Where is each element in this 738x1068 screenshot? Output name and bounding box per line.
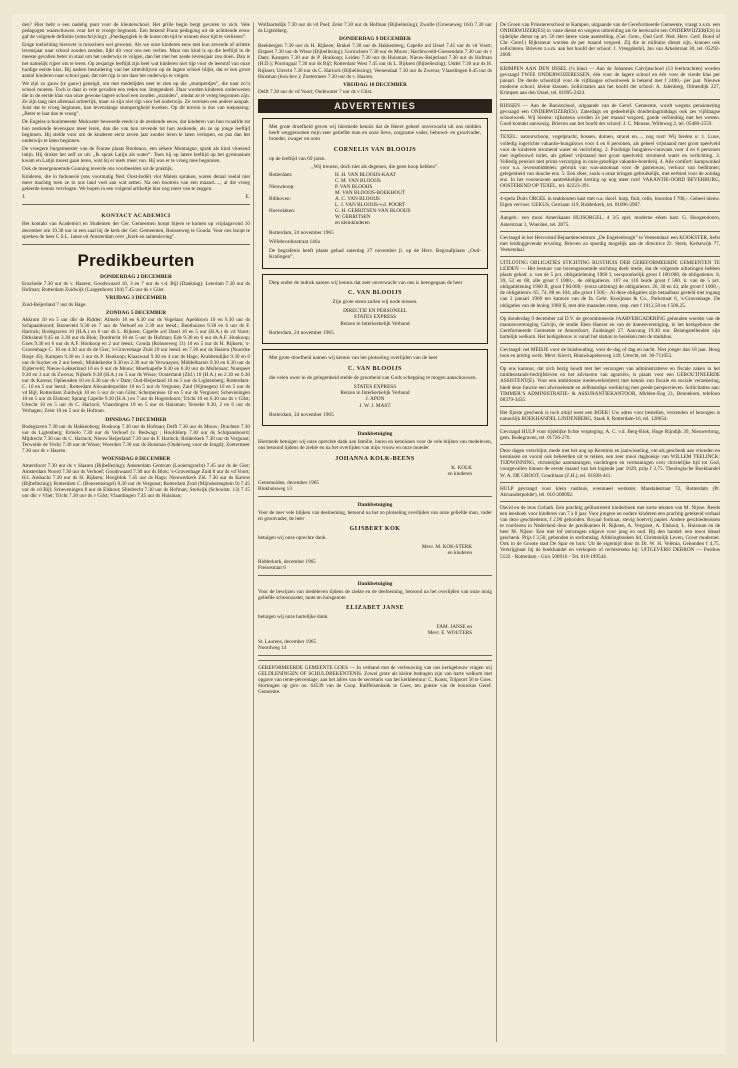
thanks-title: Dankbetuiging xyxy=(357,431,393,438)
family-place: Bilthoven: xyxy=(269,196,291,203)
family-place: Hoevelaken: xyxy=(269,208,296,215)
thanks-title: Dankbetuiging xyxy=(357,501,393,508)
classified-ad: KRIMPEN AAN DEN IJSSEL (¼ klas) — Aan de Johannes Calvijnschool (13 leerkrachten) worden gevraagd TWEE ONDERWIJZERESSEN, één voor de lagere school en één voor de vierde klas per januari. De derde schooltijd voor de vijfdaagse schoolweek is bekend met f 2400,- per jaar. Nieuwe moderne school, kleine klassen. Sollicitaties aan het hoofd der school: A. Jalenberg, Olmendijk 227, Krimpen aan den IJssel, tel. 01895-2424. xyxy=(500,65,720,96)
thanks-text: Voor de zeer vele blijken van deelneming, betoond na het zo plotseling overlijden van onze geliefde man, vader en grootvader, de heer xyxy=(258,509,492,522)
thanks-name: ELIZABET JANSE xyxy=(345,605,405,612)
signature-left: J. xyxy=(22,194,26,201)
column-rule xyxy=(253,22,254,1042)
article-paragraph: Ook de meergenoemde Gunning leverde ons voorbeelden uit de praktijk. xyxy=(22,166,174,173)
sermon-day-heading: DINSDAG 7 DECEMBER xyxy=(105,416,167,423)
divider xyxy=(258,655,492,656)
article-paragraph: De vroegere burgemeester van de Franse plaats Bordeaux, een zekere Montaigne, sprak als kind vloeiend latijn. Hij drukte het zelf zo uit: „Ik sprak Latijn als water”. Toen hij op latere leeftijd op het gymnasium kwam en Latijn moest gaan leren, wist hij er niets meer van. Hij was er te vroeg mee begonnen. xyxy=(22,145,250,164)
classified-ad: Op ons kantoor, dat zich bezig houdt met het verzorgen van administratieve en fiscale zaken in het middenstands-bedrijfsleven en het adviseren van agrariërs, is plaats voor een GEROUTINEERDE ASSISTENT(E). Voor een ambitieuze medewerker(ster) met kennis van fiscale en sociale verzekering, biedt deze functie een afwisselende en zelfstandige werkkring met goede perspectieven. Sollicitaties aan: TIMMER’S ADMINISTRATIE- & ASSURANTIEKANTOOR, Midden-Eng 21, Bennekom, telefoon 08379-3435. xyxy=(500,366,720,403)
sermon-day-heading: WOENSDAG 8 DECEMBER xyxy=(101,455,171,462)
divider xyxy=(500,130,720,131)
thanks-signer: Mevr. M. KOK-STERK en kinderen xyxy=(421,544,472,557)
goes-notice: GEREFORMEERDE GEMEENTE GOES — In verband met de verbouwing van ons kerkgebouw vragen wij GELDLENINGEN OF SCHULDBEKENTENIS. Zowel grote als kleine bedragen zijn van harte welkom met opgave van rente-percentage, aan het adres van de secretaris van het kerkbestuur: C. Kunst, Tolpoort 56 te Goes. Stortingen op giro no. 64539 van de Coop. Raiffeisenbank te Goes, ten gunste van de bouwkas Geref. Gemeente. xyxy=(258,664,492,696)
divider xyxy=(500,406,720,407)
divider xyxy=(500,343,720,344)
sermon-day-heading: DONDERDAG 2 DECEMBER xyxy=(100,273,172,280)
column-rule xyxy=(496,22,497,1042)
article-paragraph: De Engelse schoolmeester Mulcaster beweerde reeds in de zestiende eeuw, dat kinderen van hun twaalfde tot hun zestiende levensjaar meer leren, dan die van hun zevende tot hun zestiende, als ze op jonge leeftijd beginnen. Hij stelde voor om de kinderen eerst zeven jaar zonder leren te laten verlopen, en pas dan het onderwijs te laten beginnen. xyxy=(22,119,250,144)
classified-ad: Gevraagd HULP voor tijdelijke lichte verpleging. A. C. v.d. Berg-Blok, Hoge Rijndijk 39, Nieuwerbrug, gem. Bodegraven, tel. 01726-276. xyxy=(500,428,720,442)
thanks-place: St. Laurens, december 1965 Noordweg 14 xyxy=(258,638,317,651)
family-place: Rotterdam: xyxy=(269,172,293,179)
classified-ad: Aangeb.: een mooi Amerikaans HUISORGEL, 4 3/5 spel, moderne eiken kast. G. Hoogendoorn, Asterstraat 1, Woerden, tel. 2875. xyxy=(500,215,720,228)
classified-ad: David en de reus Goliath. Een prachtig geïllustreerd kinderboek met korte teksten van M. Nijsse. Reeds een leesboek voor kinderen van 7 à 8 jaar. Voor jongere en oudere kinderen een prachtig getekend verhaal van deze geschiedenis, f 2,90 gebonden. Royaal formaat, stevig boetvrij papier. Andere geschiedenissen te voorlezen in Nederland door de predikanten H. Rijksen, A. Vergunst, A. Elshout, L. Huisman en de heer M. Nijsse. Een met lof ontvangen uitgave voor jong en oud. Bij den handel: een mooi ideaal geschenk. Prijs f 3,50, gebonden in stofomslag. Afdelingboeken lid, Christenlijk Leven, Groot moderner. Ook in de Groote stad De Spar en huis: Uit de eigentijd door ds Dr. W. H. Velema, Gebonden f 4,75. Verkrijgbaar bij de boekhandel en verkopers of rechtstreeks bij: UITGEVERIJ DEBRON — Postbus 5122 - Rotterdam - Giro 506916 - Tel. 010-199544. xyxy=(500,504,720,560)
divider xyxy=(258,575,492,576)
divider xyxy=(258,496,492,497)
obituary-date: Rotterdam, 24 november 1965 xyxy=(269,330,334,336)
deceased-name: CORNELIS VAN BLOOIJS xyxy=(333,146,417,153)
divider xyxy=(500,425,720,426)
classified-ad: RIJSSEN — Aan de Banisschool, uitgaande van de Geref. Gemeente, wordt wegens pensionering gevraagd een ONDERWIJZER(ES). Zaterdags en gedeeltelijk donderdagmiddags ook zes vijfdaagse schoolweek. Wij bieden: rijkssteun worden 2x per maand vergoed, goede verbinding met het westen. Goed kontakt aanwezig. Brieven aan het hoofd der school: J. C. Meusse, Willeweg 2, tel. 05480-2559. xyxy=(500,103,720,128)
divider xyxy=(500,99,720,100)
deceased-name: C. VAN BLOOIJS xyxy=(348,365,402,372)
column-left xyxy=(22,22,250,502)
thanks-place: Genemuiden, december 1965 Blokhuisweg 13 xyxy=(258,479,319,492)
divider xyxy=(500,192,720,193)
thanks-signer: K. KOLK en kinderen xyxy=(447,464,472,477)
family-place: Nieuwkoop: xyxy=(269,184,295,191)
sermon-schedule xyxy=(22,274,250,500)
obituary-intro: Diep onder de indruk namen wij kennis dat zeer onverwacht van ons is heengegaan de heer xyxy=(269,279,463,286)
contact-text: Het kontakt van Academici en Studenten der Ger. Gemeenten hoopt bijeen te komen op vrijdagavond 10 december om 19.30 uur in een zaal bij de kerk der Ger. Gemeenten, Ronsseweg te Gouda. Voor ons hoopt te spreken de heer C.S.L. Janse uit Amsterdam over „Kerk en samenleving”. xyxy=(22,221,250,240)
deceased-name: C. VAN BLOOIJS xyxy=(348,289,402,296)
thanks-notice xyxy=(258,502,492,571)
classified-ad: Gevraagd: net MEISJE voor de huishouding, voor de dag of dag en nacht. Niet jonger dan 18 jaar. Hoog loon en prettig werk. Mevr. Kievit, Blauwkapelseweg 149, Utrecht, tel. 30-711053. xyxy=(500,347,720,360)
sermon-day-text: Enschede 7.30 uur ds v. Haaren; Goudswaard 10, 3 en 7 uur ds v.d. Bijl (Dankdag); Leerdam 7.30 uur ds Hofman; Rotterdam Zuidwijk (Langenhorst 104) 7.45 uur ds v Gilst. xyxy=(22,280,250,293)
column-right xyxy=(500,22,720,560)
newspaper-page xyxy=(12,14,726,1054)
classified-ad: UITLOTING OBLIGATIES STICHTING RUSTHUIS DER GEREFORMEERDE GEMEENTEN TE LEIDEN — Het bestuur van bovengenoemde stichting deelt mede, dat de volgende uitlotingen hebben plaats gehad: a. van de 5 pct. obligatielening 1960 I, oorspronkelijk groot f 100.000, de obligatienrs. 8, 39, 53 en 68, alle groot f 1000,-, de obligatienrs. 107 en 116 beide groot f 500. b. van de 5 pct. obligatielening 1960 II, groot f 80.000,- (extra uitloting) de obligatienrs. 26, 30 en 43, alle groot f 1000,-, de obligatienrs. 65, 74, 88 en 104, alle groot f 500,-. Al deze obligaties zijn betaalbaar gesteld met ingang van 2 januari 1966 ten kantore van de fa. Gebr. Kooijman & Co., Parkstraat 6, 's-Gravenhage. De obligaties van de lening 1960 II, met drie maanden rente, resp. met f 1012,50 en f 506,25. xyxy=(500,259,720,309)
obituary-quote: „Wij treuren, doch niet als degenen, die geen hoop hebben”. xyxy=(311,164,439,171)
thanks-place: Ridderkerk, december 1965 Freisestraat 6 xyxy=(258,559,316,572)
divider xyxy=(22,204,250,205)
column-middle xyxy=(258,22,492,697)
thanks-extra: betuigen wij onze hartelijke dank. xyxy=(258,614,329,621)
divider xyxy=(500,362,720,363)
thanks-name: JOHANNA KOLK-BEENS xyxy=(335,455,415,462)
thanks-text: Hiermede betuigen wij onze oprechte dank aan familie, buren en kennissen voor de vele blijken van medeleven, ons betoond tijdens de ziekte en na het overlijden van mijn vrouw en onze moeder xyxy=(258,439,492,452)
sermon-continuation: Wolfaartsdijk 7.30 uur ds vd Poel; Zeist 7.30 uur ds Hofman (Bijbellezing); Zwolle (Groeneweg 164) 7.30 uur ds Ligtenberg. xyxy=(258,22,492,35)
sermon-day-text: Beekbergen 7.30 uur ds H. Rijksen; Brakel 7.30 uur ds Hakkenberg; Capelle a/d IJssel 7.45 uur ds vd Voort; Elspeet 7.30 uur ds Wisse (Bijbellezing); Gorinchem 7.30 uur ds Mouw; Hardinxveld-Giessendam 7.30 uur ds v Dam; Kampen 7.30 uur ds P. Honkoop; Leiden 7.30 uur ds Huisman; Nieuw-Beijerland 7.30 uur ds Hofman (H.D.); Poortugaal 7.30 uur ds Bijl; Rotterdam West 7.45 uur ds L. Rijksen (Bijbellezing); Uddel 7.30 uur ds H. Rijksen; Utrecht 7.30 uur ds C. Harinck (Bijbellezing); Veenendaal 7.30 uur ds Zwerus; Vlaardingen 8.45 uur ds Huisman (huw.bev.); Zoetermeer 7.30 uur ds v. Haaren. xyxy=(258,43,492,80)
divider xyxy=(258,660,492,661)
family-names: H. H. VAN BLOOIJS-KAAT C. M. VAN BLOOIJS xyxy=(335,172,396,185)
divider xyxy=(500,211,720,212)
thanks-notice xyxy=(258,431,492,491)
divider xyxy=(500,501,720,502)
sermon-day-text: Bodegraven 7.30 uur ds Hakkenberg; Boskoop 7.30 uur ds Hofman; Delft 7.30 uur ds Mouw; Drachten 7.30 uur ds Ligtenberg; Ermelo 7.30 uur ds Verhoef (v. Bedwag) ; Hoofddorp 7.30 uur ds Schipaanboord; Mijdrecht 7.30 uur ds C. Harinck; Nieuw Beijerland 7.30 uur ds F. Harinck; Ridderkerk 7.30 uur ds Vergunst; Terwolde de Vecht 7.30 uur ds Wisse; Woerden 7.30 uur ds Huisman (Onderweg voor de Jeugd); Zoetermeer 7.30 uur ds v Haaren. xyxy=(22,423,250,454)
classified-ad: De Groen van Prinstererschool te Kampen, uitgaande van de Gereformeerde Gemeente, vraagt z.s.m. een ONDERWIJZER(ES) in vaste dienst en wegens uitbreiding als 6e leerkracht een ONDERWIJZER(ES) in tijdelijke dienst op art. 56 met latere vaste aanstelling. (Ger. Gem., Oud Gerf. Ned. Herv. Gerf. Bond of Chr. Geref.) Rijkssteun worden de per maand vergoed. Zij die in militaire dienst zijn, kunnen ook solliciteren. Brieven z.s.m. aan het hoofd der school: J. Vreugdenhil, Jan van Arkelstraat 30, tel. 05292-2609. xyxy=(500,22,720,59)
sermon-day-text: Delft 7.30 uur ds vd Voort; Oudewater 7 uur ds v Gilst. xyxy=(258,88,373,95)
article-paragraph: We zijn zo gauw (te gauw) geneigd, om met medelijden neer te zien op die „stumperdjes”, die naar zo’n school moeten. Toch is daar in vele gevallen een reden toe. Integendeel. Daar worden kinderen onderwezen die in de eerste klas van onze gewone lagere school een zouden „stranden”, omdat ze te vroeg begonnen zijn. Ze zijn lang niet allemaal achterlijk, maar ze zijn niet rijp voor het onderwijs. Ze vereisen een andere aanpak. Juist dat te vroeg beginnen, kan levenslange stumperigheid kweken. Op dit terrein is dus van toepassing: „Beter te laat dan te vroeg”. xyxy=(22,80,250,118)
obituary-box-3 xyxy=(262,349,488,426)
article-body xyxy=(22,22,250,192)
obituary-address: Willebrordusstraat 146a xyxy=(269,238,320,245)
obituary-line: Zijn grote steun zullen wij node missen. xyxy=(332,298,418,305)
thanks-signer: FAM. JANSE en Mevr. E. WOUTERS xyxy=(427,623,472,636)
obituary-box-2 xyxy=(262,274,488,345)
thanks-name: GIJSBERT KOK xyxy=(349,525,401,532)
article-signature xyxy=(22,194,250,200)
signature-right: E. xyxy=(245,194,250,201)
divider xyxy=(500,312,720,313)
family-list xyxy=(269,172,481,226)
article-paragraph: Enige toelichting hierover is misschien wel gewenst. Als we onze kinderen eens met hun zevende of achtste levensjaar naar school zouden zenden, lijkt dit voor ons een verlies. Maar ons kind is op die leeftijd in de meeste gevallen beter in staat om het onderwijs te volgen, dan het met het zesde levensjaar zou doen. Dan is het namelijk rijper om te leren. Op zesjarige leeftijd zijn heel wat kinderen niet rijp voor de leerstof van onze huidige eerste klas. Bij nadere bestudering van het zittenblijven op de lagere school blijkt, dat er een groot aantal kinderen naar school gaat, dat niet rijp is om daar het onderwijs te volgen. xyxy=(22,42,250,79)
obituary-signers: DIRECTIE EN PERSONEEL STATES EXPRESS Reizen in Interkerkelijk Verband xyxy=(340,308,410,327)
family-names: A. C. VAN BLOOIJS L. J. VAN BLOOIJS-v.d. POORT xyxy=(335,196,406,209)
thanks-notices xyxy=(258,431,492,655)
obituary-age: op de leeftijd van 69 jaren. xyxy=(269,155,326,162)
obituary-intro: Met grote droefheid namen wij kennis van het plotseling overlijden van de heer xyxy=(269,355,438,362)
divider xyxy=(500,62,720,63)
contact-title: KONTACT ACADEMICI xyxy=(101,213,171,220)
sermon-day-heading: VRIJDAG 3 DECEMBER xyxy=(105,294,167,301)
sermon-day-text: Akkrum 10 en 5 uur dhr de Ridder; Almelo 10 en 6.30 uur ds Vogelaar; Apeldoorn 10 en 6.30 uur ds Schipaanboord; Barneveld 9.30 en 7 uur de Verhoef en 2.30 uur leesd.; Benthuizen 9.30 en 6 uur ds F. Harinck; Bodegraven 10 (H.A.) en 6 uur ds L. Rijksen; Capelle a/d IJssel 10 en 5 uur (H.A.) ds vd Voort; Dirksland 9.45 en 3.30 uur ds Blok; Dordrecht 10 en 5 uur ds Hofman; Ede 9.30 en 6 uur ds A.F. Honkoop; Goes 9.30 en 6 uur ds A.F. Honkoop en 2 uur leesd.; Gouda (Ronsseweg 11) 10 en 5 uur ds H. Rijksen; 's-Gravenhage C. 10 en 4.30 uur ds de Gier; 's-Gravenhage Zuid 10 uur leesd. en 7.30 uur ds Haaren (Noordse Bosje 45); Kampen 9.30 en 3 uur ds P. Honkoop; Klaaswaal 9.30 en 4 uur ds Hage; Krabbendijke 9.30 en 6 uur ds Suyker en 2 uur leesd.; Middelkerke 9.30 en 2.30 uur ds Verwaayen; Middelharnis 9.30 en 6.30 uur ds Zijderveld; Nieuw-Lekkerland 10 en 6 uur ds Mouw; Moerkapelle 9.30 en 6.30 uur ds Mollenaar; Nunspeet 9.30 en 3 uur ds Zwerus; Nijkerk 9.30 (H.A.) en 5 uur ds Wisse; Oosterland (Zld.) 10 (H.A.) en 2.30 en 6.30 uur ds Karens; Opheusden 10 en 6.30 uur ds v Dam; Oud-Beijerland 10 en 5 uur ds Lightenberg; Rotterdam-C. 10 en 5 uur leesd.; Rotterdam Alexanderpolder 10 en 5 uur ds Vergunst; Zaid (Nijmegen) 10 en 5 uur ds vd Bijl; Rotterdam Zuidwijk 10 en 5 uur ds van Gilst; Scherpenisse 10 en 5 uur ds Vergunst; Scheveningen 10 en 5 uur ds Elshout; Sprang Capelle 9.30 (H.A.) en 7 uur ds Hogendoorn; Tricht 10 en 6.30 uur ds v Gilst; Utrecht 10 en 5 uur ds C. Harinck; Vlaardingen 10 en 5 uur ds Huisman; Yerseke 9.30, 2 en 6 uur ds Verhagen; Zeist 10 en 5 uur ds Hofman. xyxy=(22,317,250,415)
classified-ad: HULP gevraagd voor klein rusthuis, eventueel werkster. Mandalestraat 72, Rotterdam (Pr. Alexanderpolder), tel. 010-200092. xyxy=(500,485,720,498)
sermon-day-heading: ZONDAG 5 DECEMBER xyxy=(105,310,167,316)
predikbeurten-title: Predikbeurten xyxy=(77,250,195,270)
divider xyxy=(22,244,250,245)
article-paragraph: Kinderen, die in Indonesië (ons voormalig Ned. Oost-Indië) vlot Maleis spraken, waren detaal veelal niet meer machtig toen ze in ons land voet aan wal zetten. Na een bootreis van een maand....., al die vroeg geleerde kennis vervlogen. We hopen in een volgend artikeltje hier nog meer van te zeggen. xyxy=(22,174,250,193)
divider xyxy=(500,482,720,483)
obituary-date: Rotterdam, 24 november 1965 xyxy=(269,230,334,237)
sermon-day-text: Zuid-Beijerland 7 uur ds Hage. xyxy=(22,301,87,308)
funeral-notice: De begrafenis heeft plaats gehad zaterdag 27 november jl. op de Herv. Begraafplaats „Oud-Kralingen”. xyxy=(269,247,481,261)
obituary-box-1 xyxy=(262,118,488,269)
thanks-notice xyxy=(258,581,492,650)
family-names: G. H. GERRITSEN-VAN BLOOIJS W. GERRITSEN en kleinkinderen xyxy=(335,208,411,227)
obituary-line: die velen uwer in de gelegenheid stelde de grootheid van Gods schepping te mogen aanschouwen. xyxy=(269,374,477,381)
sermon-day-text: Amersfoort 7.30 uur ds v Haaren (Bijbellezing); Amsterdam Centrum (Looiersgracht) 7.45 uur ds de Gier; Amsterdam Noord 7.30 uur ds Verhoef; Goudswaard 7.30 uur ds Blok; 's-Gravenhage Zuid 8 uur ds vd Voort; H.I. Ambacht 7.30 uur ds H. Rijksen; Hoogblok 7.45 uur ds Hage; Nieuwerkerk Zld. 7.30 uur ds Karens (Bijbellezing); Rotterdam C. (Boezemsingel) 8.30 uur ds Vergunst; Rotterdam Zuid (Mijnsherenplein 9) 7.45 uur ds vd Bijl; Scheveningen 8 uur ds Elshout; Sliedrecht 7.30 uur ds Hofman; Stolwijk (Schoolstr. 13) 7.15 uur dhr v Vliet; Tricht 7.30 uur ds v Gilst; Vlaardingen 7.45 uur ds Huisman; xyxy=(22,462,250,500)
thanks-extra: betuigen wij onze oprechte dank. xyxy=(258,534,327,541)
sermon-day-heading: VRIJDAG 10 DECEMBER xyxy=(343,81,407,88)
divider xyxy=(500,256,720,257)
thanks-title: Dankbetuiging xyxy=(357,581,393,588)
article-paragraph: den? Hier hebt u een nadelig punt voor de kleuterschool. Het prille begin bergt gevaren in zich. Vele pedagogen waarschuwen voor het te vroege beginnen. Een bekend Frans pedagoog uit de achttiende eeuw gaf de volgende definitie (omschrijving): „Paedagogiek is de kunst om tijd te winnen door tijd te verliezen”. xyxy=(22,22,250,41)
sermon-schedule-cont xyxy=(258,36,492,95)
classified-ad: TEXEL: natuurschoon, vogelpracht, bossen, duinen, strand en..... nog rust! Wij bieden u: 1. Luxe, volledig ingerichte vakantie-bungalows voor 4 en 8 personen, als geheel vrijstaand met groot speelveld voor de kinderen stromend water en verlichting. 2. Prachtige bungalow-caravans voor 4 en 6 personen met ingebouwd toilet, als geheel vrijstaand met groot speelveld; stromend water en verlichting. 3. Volledig pension met prima verzorging in onze gezellige vakantie-boerderij. 4. Alle comfort: kampwinkel voor o.a. levensmiddelen; gebruik van was-automaat voor de gastenwas; verhuur van bedlinnen; gelegenheid van douche enz. 5. Een sfeer, zoals u onze kringen gebruikelijk, met eerbied voor de zondag enz. In het voorseizoen aantrekkelijke korting op nog meer rust! VAKANTIE-OORD BEVERBURG, OOSTEREND OP TEXEL, tel. 02223-391. xyxy=(500,134,720,190)
thanks-text: Voor de bewijzen van medeleven tijdens de ziekte en de deelneming, betoond na het overlijden van onze innig geliefde schoonzuster, tante en huisgenote xyxy=(258,589,492,602)
obituary-date: Rotterdam, 24 november 1965 xyxy=(269,412,334,419)
sermon-day-heading: DONDERDAG 9 DECEMBER xyxy=(339,36,411,43)
obituary-intro: Met grote droefheid geven wij hiermede kennis dat de Heere geheel onverwacht uit ons midden heeft weggenomen mijn zeer geliefde man en onze lieve, zorgzame vader, behuwd- en grootvader, broeder, zwager en oom xyxy=(269,123,481,143)
classified-ad: Gevraagd in het Hervormd Bejaardencentrum „De Engelenburgh” te Veenendaal: een KOOKSTER, liefst met leidinggevende ervaring. Brieven zo spoedig mogelijk aan de directrice Zr. Sterk, Kerkewijk 77, Veenendaal. xyxy=(500,234,720,253)
classified-ad: Het fijnste geschenk is toch altijd weer een BOEK! Uw adres voor bestellen, verzenden of bezorgen is natuurlijk BOEKHANDEL LINDENBERG, Staak 8, Rotterdam-16, tel. 128654. xyxy=(500,409,720,422)
advertenties-header: ADVERTENTIES xyxy=(258,99,492,113)
classified-ad: Op donderdag 9 december zal D.V. de gecombineerde JAARVERGADERING gehouden worden van de mannenvereniging Calvijn, de studie Eben Haezer en van de damesvereniging, in het kerkgebouw der Gereformeerde Gemeente te Amersfoort, Zuidsingel 27. Aanvang 19.30 uur. Belangstellenden zijn hartelijk welkom. Het kerkgebouw is vanaf het station te bereiken met de stadsbus. xyxy=(500,315,720,340)
obituary-signers: STATES EXPRESS Reizen in Interkerkelijk Verband J. APON J. W. J. MAST xyxy=(340,383,410,409)
family-names: P. VAN BLOOIJS M. VAN BLOOIJS-BOEKHOUT xyxy=(335,184,405,197)
divider xyxy=(500,231,720,232)
classified-ad: Deze dagen verschijnt, mede met het oog op Kerstmis en jaarwisseling, om als geschenk aan vrienden en kennissen en vooral ook bekeerden uit te reiken, een zeer mooi dagboekje van WILLEM TEELINCK: TIJDWINNING, christelijke aanmaningen, nuchtingen en vermaningen over christelijke tijd tot God, voorgevallen binnen de eerste maand van het logende jaar 1629, prijs f 2,75. Theologische Boekhandel W. A. DE GROOT, Goudriaan (Z.H.), tel. 01838-441. xyxy=(500,448,720,479)
divider xyxy=(500,444,720,445)
classified-ad: 4-spela Duits ORGEL in teakhouten kast met o.a. doorl. harp, fluit, cello, bourdon f 700,-. Geheel nieuw. Eigen vervoer. GEKUS, Gerriaan 119, Ridderkerk, tel. 01896-2907. xyxy=(500,196,720,209)
